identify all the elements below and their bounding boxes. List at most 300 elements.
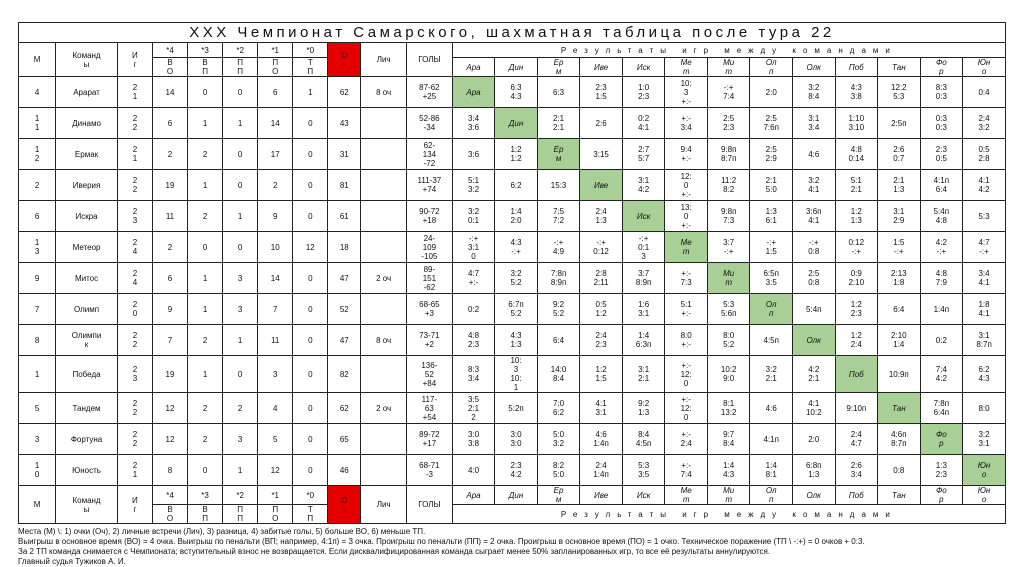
diagonal-cell: Ара (452, 77, 495, 108)
standings-table (18, 22, 1006, 524)
result-cell: 2:4 1:3 (580, 201, 623, 232)
place: 9 (19, 263, 56, 294)
result-cell: 6:8п 1:3 (792, 455, 835, 486)
stat-och: 47 (328, 263, 361, 294)
result-cell: 3:1 2:9 (878, 201, 921, 232)
stat-ig: 2 1 (117, 77, 152, 108)
result-cell: 5:2п (495, 393, 538, 424)
result-cell: 8:0 (963, 393, 1006, 424)
stat-ig: 2 1 (117, 139, 152, 170)
result-cell: -:+ 7:4 (707, 77, 750, 108)
table-row (19, 455, 1006, 486)
stat-goals: 111-37 +74 (407, 170, 453, 201)
header-place: М (19, 43, 56, 77)
header-vo-weight: *4 (152, 486, 187, 505)
stat-lich: 8 оч (361, 77, 407, 108)
result-cell: 8:3 0:3 (920, 77, 963, 108)
diagonal-cell: Иве (580, 170, 623, 201)
stat-vo: 7 (152, 325, 187, 356)
result-cell: 1:5 -:+ (878, 232, 921, 263)
stat-pp: 1 (223, 201, 258, 232)
result-cell: 2:0 (750, 77, 793, 108)
stat-lich (361, 201, 407, 232)
stat-ig: 2 1 (117, 455, 152, 486)
result-cell: 4:6 (750, 393, 793, 424)
result-cell: 4:6 (792, 139, 835, 170)
result-cell: 3:0 3:8 (452, 424, 495, 455)
stat-po: 14 (258, 108, 293, 139)
stat-och: 52 (328, 294, 361, 325)
stat-ig: 2 4 (117, 263, 152, 294)
result-cell: 9:4 +:- (665, 139, 708, 170)
stat-goals: 24- 109 -105 (407, 232, 453, 263)
stat-och: 62 (328, 77, 361, 108)
stat-vo: 11 (152, 201, 187, 232)
team-name: Искра (56, 201, 118, 232)
place: 4 (19, 77, 56, 108)
result-cell: 3:2 2:1 (750, 356, 793, 393)
stat-tp: 0 (293, 356, 328, 393)
result-cell: 1:4 2:0 (495, 201, 538, 232)
column-abbr: Ара (452, 58, 495, 77)
column-abbr: Юн о (963, 486, 1006, 505)
diagonal-cell: Ер м (537, 139, 580, 170)
stat-tp: 0 (293, 201, 328, 232)
stat-och: 61 (328, 201, 361, 232)
result-cell: 1:0 2:3 (622, 77, 665, 108)
result-cell: 8:0 +:- (665, 325, 708, 356)
stat-po: 5 (258, 424, 293, 455)
place: 8 (19, 325, 56, 356)
result-cell: 2:4 4:7 (835, 424, 878, 455)
result-cell: 3:0 3:0 (495, 424, 538, 455)
place: 1 2 (19, 139, 56, 170)
stat-pp: 3 (223, 424, 258, 455)
stat-goals: 89- 151 -62 (407, 263, 453, 294)
stat-ig: 2 2 (117, 325, 152, 356)
stat-lich (361, 108, 407, 139)
result-cell: -:+ 0:12 (580, 232, 623, 263)
result-cell: 2:1 2:1 (537, 108, 580, 139)
stat-po: 4 (258, 393, 293, 424)
result-cell: 12: 0 +:- (665, 170, 708, 201)
stat-goals: 52-86 -34 (407, 108, 453, 139)
stat-pp: 0 (223, 77, 258, 108)
stat-tp: 0 (293, 294, 328, 325)
table-row (19, 393, 1006, 424)
result-cell: 2:1 1:3 (878, 170, 921, 201)
header-po-weight: *1 (258, 43, 293, 58)
stat-goals: 68-65 +3 (407, 294, 453, 325)
result-cell: 4:3 -:+ (495, 232, 538, 263)
header-vo-weight: *4 (152, 43, 187, 58)
stat-po: 10 (258, 232, 293, 263)
stat-lich (361, 294, 407, 325)
stat-po: 11 (258, 325, 293, 356)
result-cell: 5:4п (792, 294, 835, 325)
stat-lich (361, 139, 407, 170)
diagonal-cell: Тан (878, 393, 921, 424)
result-cell: 2:4 2:3 (580, 325, 623, 356)
result-cell: 4:2 -:+ (920, 232, 963, 263)
result-cell: 0:2 (920, 325, 963, 356)
result-cell: 10:2 9:0 (707, 356, 750, 393)
result-cell: 5:1 3:2 (452, 170, 495, 201)
result-cell: 5:3 5:6п (707, 294, 750, 325)
column-abbr: Тан (878, 58, 921, 77)
result-cell: 4:2 2:1 (792, 356, 835, 393)
result-cell: 9:8п 8:7п (707, 139, 750, 170)
column-abbr: Ол п (750, 486, 793, 505)
header-points: О ч (328, 486, 361, 524)
stat-tp: 0 (293, 325, 328, 356)
stat-vo: 12 (152, 393, 187, 424)
team-name: Ермак (56, 139, 118, 170)
result-cell: 1:4 8:1 (750, 455, 793, 486)
table-row (19, 325, 1006, 356)
result-cell: 2:5 0:8 (792, 263, 835, 294)
stat-pp: 2 (223, 393, 258, 424)
result-cell: +:- 12: 0 (665, 393, 708, 424)
result-cell: 1:4 6:3п (622, 325, 665, 356)
result-cell: 2:3 1:5 (580, 77, 623, 108)
results-band-label: Результаты игр между командами (452, 43, 1005, 58)
place: 1 3 (19, 232, 56, 263)
stat-och: 81 (328, 170, 361, 201)
team-name: Олимп (56, 294, 118, 325)
result-cell: 3:2 8:4 (792, 77, 835, 108)
stat-pp: 3 (223, 294, 258, 325)
column-abbr: Ме т (665, 486, 708, 505)
stat-vp: 2 (188, 424, 223, 455)
result-cell: 13: 0 +:- (665, 201, 708, 232)
stat-vp: 1 (188, 170, 223, 201)
result-cell: +:- 7:4 (665, 455, 708, 486)
result-cell: -:+ 0:8 (792, 232, 835, 263)
result-cell: 7:0 6:2 (537, 393, 580, 424)
stat-po: 14 (258, 263, 293, 294)
result-cell: -:+ 4:9 (537, 232, 580, 263)
diagonal-cell: Иск (622, 201, 665, 232)
stat-ig: 2 2 (117, 424, 152, 455)
result-cell: 10:9п (878, 356, 921, 393)
diagonal-cell: Юн о (963, 455, 1006, 486)
result-cell: 0:4 (963, 77, 1006, 108)
stat-vo: 2 (152, 139, 187, 170)
result-cell: 4:0 (452, 455, 495, 486)
result-cell: 2:6 0:7 (878, 139, 921, 170)
result-cell: 4:7 +:- (452, 263, 495, 294)
header-place: М (19, 486, 56, 524)
column-abbr: Дин (495, 58, 538, 77)
stat-tp: 0 (293, 424, 328, 455)
stat-goals: 90-72 +18 (407, 201, 453, 232)
column-abbr: Тан (878, 486, 921, 505)
stat-po: 6 (258, 77, 293, 108)
result-cell: 3:7 8:9п (622, 263, 665, 294)
header-pp-weight: *2 (223, 486, 258, 505)
result-cell: 8:4 4:5п (622, 424, 665, 455)
stat-tp: 0 (293, 393, 328, 424)
result-cell: 12:2 5:3 (878, 77, 921, 108)
header-vo: В О (152, 58, 187, 77)
header-personal: Лич (361, 486, 407, 524)
column-abbr: Ми т (707, 58, 750, 77)
result-cell: 2:13 1:8 (878, 263, 921, 294)
result-cell: -:+ 1:5 (750, 232, 793, 263)
stat-och: 43 (328, 108, 361, 139)
place: 2 (19, 170, 56, 201)
stat-lich: 8 оч (361, 325, 407, 356)
table-row (19, 139, 1006, 170)
result-cell: 3:1 2:1 (622, 356, 665, 393)
result-cell: 11:2 8:2 (707, 170, 750, 201)
standings-sheet (18, 22, 1006, 567)
result-cell: 7:5 7:2 (537, 201, 580, 232)
diagonal-cell: Фо р (920, 424, 963, 455)
stat-tp: 0 (293, 263, 328, 294)
team-name: Тандем (56, 393, 118, 424)
result-cell: 6:5п 3:5 (750, 263, 793, 294)
result-cell: 15:3 (537, 170, 580, 201)
table-row (19, 263, 1006, 294)
result-cell: 4:6п 8:7п (878, 424, 921, 455)
header-pp: П П (223, 505, 258, 524)
result-cell: 1:6 3:1 (622, 294, 665, 325)
note-line: Выигрыш в основное время (ВО) = 4 очка. Выигрыш по пенальти (ВП; например, 4:1п) = 3 очка. Проигрыш по пенальти (ПП) = 2 очка. Проигрыш в основное время (ПО) = 1 очко. Техническое поражение (ТП \ -:+) = 0 очков + 0:3. (18, 537, 865, 546)
stat-och: 65 (328, 424, 361, 455)
result-cell: 2:3 0:5 (920, 139, 963, 170)
team-name: Иверия (56, 170, 118, 201)
column-abbr: Олк (792, 58, 835, 77)
column-abbr: Иск (622, 486, 665, 505)
result-cell: 6:7п 5:2 (495, 294, 538, 325)
stat-goals: 136- 52 +84 (407, 356, 453, 393)
stat-vp: 0 (188, 232, 223, 263)
result-cell: 0:3 0:3 (920, 108, 963, 139)
result-cell: +:- 7:3 (665, 263, 708, 294)
result-cell: 3:4 3:6 (452, 108, 495, 139)
stat-pp: 1 (223, 455, 258, 486)
table-row (19, 356, 1006, 393)
column-abbr: Поб (835, 486, 878, 505)
header-games: И г (117, 43, 152, 77)
stat-lich: 2 оч (361, 393, 407, 424)
stat-pp: 0 (223, 170, 258, 201)
stat-goals: 62- 134 -72 (407, 139, 453, 170)
column-abbr: Юн о (963, 58, 1006, 77)
stat-ig: 2 2 (117, 393, 152, 424)
result-cell: 6:2 4:3 (963, 356, 1006, 393)
place: 1 1 (19, 108, 56, 139)
result-cell: 1:10 3:10 (835, 108, 878, 139)
result-cell: 5:0 3:2 (537, 424, 580, 455)
result-cell: 9:8п 7:3 (707, 201, 750, 232)
header-po-weight: *1 (258, 486, 293, 505)
result-cell: 2:6 3:4 (835, 455, 878, 486)
stat-pp: 0 (223, 139, 258, 170)
header-tp-weight: *0 (293, 486, 328, 505)
header-goals: ГОЛЫ (407, 43, 453, 77)
result-cell: 1:2 1:3 (835, 201, 878, 232)
table-row (19, 201, 1006, 232)
result-cell: 1:8 4:1 (963, 294, 1006, 325)
result-cell: 4:3 3:8 (835, 77, 878, 108)
stat-lich (361, 356, 407, 393)
result-cell: 2:5 7:6п (750, 108, 793, 139)
result-cell: 8:2 5:0 (537, 455, 580, 486)
stat-pp: 1 (223, 325, 258, 356)
result-cell: 2:5 2:3 (707, 108, 750, 139)
table-row (19, 108, 1006, 139)
stat-ig: 2 4 (117, 232, 152, 263)
result-cell: 6:3 (537, 77, 580, 108)
results-band-label: Результаты игр между командами (452, 505, 1005, 524)
result-cell: 7:8п 6:4п (920, 393, 963, 424)
stat-lich (361, 232, 407, 263)
stat-goals: 73-71 +2 (407, 325, 453, 356)
result-cell: 3:1 8:7п (963, 325, 1006, 356)
place: 1 (19, 356, 56, 393)
result-cell: 1:3 2:3 (920, 455, 963, 486)
header-tp: Т П (293, 505, 328, 524)
result-cell: 1:2 2:4 (835, 325, 878, 356)
stat-vp: 1 (188, 263, 223, 294)
result-cell: 3:1 3:4 (792, 108, 835, 139)
result-cell: 0:2 4:1 (622, 108, 665, 139)
stat-och: 62 (328, 393, 361, 424)
stat-goals: 68-71 -3 (407, 455, 453, 486)
diagonal-cell: Поб (835, 356, 878, 393)
stat-vp: 1 (188, 108, 223, 139)
place: 5 (19, 393, 56, 424)
header-vp-weight: *3 (188, 43, 223, 58)
stat-vp: 0 (188, 77, 223, 108)
result-cell: 2:4 1:4п (580, 455, 623, 486)
header-goals: ГОЛЫ (407, 486, 453, 524)
team-name: Победа (56, 356, 118, 393)
team-name: Фортуна (56, 424, 118, 455)
result-cell: 8:3 3:4 (452, 356, 495, 393)
note-line: Места (М) \: 1) очки (Оч), 2) личные встречи (Лич), 3) разница, 4) забитые голы, 5) больше ВО, 6) меньше ТП. (18, 527, 426, 536)
result-cell: -:+ 0:1 3 (622, 232, 665, 263)
stat-po: 12 (258, 455, 293, 486)
column-abbr: Поб (835, 58, 878, 77)
table-row (19, 294, 1006, 325)
result-cell: 5:4п 4:8 (920, 201, 963, 232)
team-name: Юность (56, 455, 118, 486)
result-cell: 5:3 (963, 201, 1006, 232)
team-name: Олимпи к (56, 325, 118, 356)
header-vp-weight: *3 (188, 486, 223, 505)
diagonal-cell: Дин (495, 108, 538, 139)
stat-vo: 6 (152, 108, 187, 139)
result-cell: 3:1 4:2 (622, 170, 665, 201)
result-cell: 1:2 1:5 (580, 356, 623, 393)
table-row (19, 232, 1006, 263)
result-cell: 3:7 -:+ (707, 232, 750, 263)
column-abbr: Ер м (537, 486, 580, 505)
result-cell: 3:2 4:1 (792, 170, 835, 201)
stat-vp: 0 (188, 455, 223, 486)
result-cell: 1:4п (920, 294, 963, 325)
team-name: Динамо (56, 108, 118, 139)
result-cell: 2:0 (792, 424, 835, 455)
table-row (19, 77, 1006, 108)
table-row (19, 170, 1006, 201)
stat-lich: 2 оч (361, 263, 407, 294)
stat-po: 2 (258, 170, 293, 201)
result-cell: 2:7 5:7 (622, 139, 665, 170)
result-cell: 3:15 (580, 139, 623, 170)
result-cell: 2:6 (580, 108, 623, 139)
place: 7 (19, 294, 56, 325)
stat-lich (361, 455, 407, 486)
result-cell: 1:2 1:2 (495, 139, 538, 170)
stat-och: 18 (328, 232, 361, 263)
stat-vo: 6 (152, 263, 187, 294)
result-cell: 2:10 1:4 (878, 325, 921, 356)
stat-ig: 2 2 (117, 108, 152, 139)
stat-pp: 1 (223, 108, 258, 139)
result-cell: 4:1 3:1 (580, 393, 623, 424)
column-abbr: Ер м (537, 58, 580, 77)
result-cell: 7:8п 8:9п (537, 263, 580, 294)
result-cell: 1:3 6:1 (750, 201, 793, 232)
result-cell: 9:7 8:4 (707, 424, 750, 455)
result-cell: 6:4 (878, 294, 921, 325)
result-cell: +:- 2:4 (665, 424, 708, 455)
result-cell: 4:1 4:2 (963, 170, 1006, 201)
result-cell: 3:2 5:2 (495, 263, 538, 294)
result-cell: -:+ 3:1 0 (452, 232, 495, 263)
stat-och: 82 (328, 356, 361, 393)
result-cell: 0:2 (452, 294, 495, 325)
result-cell: 3:5 2:1 2 (452, 393, 495, 424)
stat-po: 7 (258, 294, 293, 325)
header-personal: Лич (361, 43, 407, 77)
stat-tp: 1 (293, 77, 328, 108)
header-games: И г (117, 486, 152, 524)
stat-vp: 2 (188, 325, 223, 356)
result-cell: 9:2 1:3 (622, 393, 665, 424)
result-cell: 4:1 10:2 (792, 393, 835, 424)
header-vp: В П (188, 58, 223, 77)
header-vo: В О (152, 505, 187, 524)
stat-vp: 2 (188, 393, 223, 424)
column-abbr: Иве (580, 58, 623, 77)
note-line: За 2 ТП команда снимается с Чемпионата; вступительный взнос не возвращается. Если дисквалифицированная команда сыграет менее 50% запланированных игр, то все её результаты аннулируются. (18, 547, 771, 556)
stat-vp: 2 (188, 139, 223, 170)
diagonal-cell: Ол п (750, 294, 793, 325)
stat-goals: 117- 63 +54 (407, 393, 453, 424)
result-cell: 6:4 (537, 325, 580, 356)
column-abbr: Ара (452, 486, 495, 505)
result-cell: 6:2 (495, 170, 538, 201)
stat-tp: 0 (293, 108, 328, 139)
stat-tp: 12 (293, 232, 328, 263)
result-cell: 3:2 3:1 (963, 424, 1006, 455)
team-name: Метеор (56, 232, 118, 263)
column-abbr: Олк (792, 486, 835, 505)
result-cell: 4:7 -:+ (963, 232, 1006, 263)
result-cell: 7:4 4:2 (920, 356, 963, 393)
stat-po: 9 (258, 201, 293, 232)
stat-vo: 19 (152, 170, 187, 201)
result-cell: 4:8 7:9 (920, 263, 963, 294)
note-line: Главный судья Тужиков А. И. (18, 557, 126, 566)
header-pp-weight: *2 (223, 43, 258, 58)
